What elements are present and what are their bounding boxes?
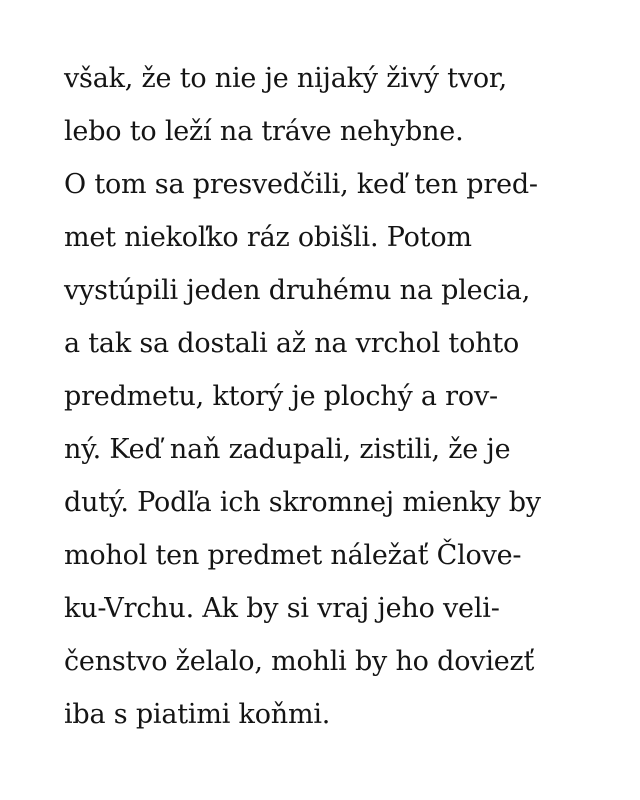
text-line: ku-Vrchu. Ak by si vraj jeho veli- — [64, 593, 500, 624]
text-line: a tak sa dostali až na vrchol tohto — [64, 328, 520, 359]
text-line: ný. Keď naň zadupali, zistili, že je — [64, 434, 511, 465]
text-line: dutý. Podľa ich skromnej mienky by — [64, 487, 541, 518]
paragraph — [64, 52, 604, 741]
text-line: však, že to nie je nijaký živý tvor, — [64, 63, 508, 94]
text-line: O tom sa presvedčili, keď ten pred- — [64, 169, 538, 200]
text-line: vystúpili jeden druhému na plecia, — [64, 275, 531, 306]
text-line: met niekoľko ráz obišli. Potom — [64, 222, 472, 253]
text-line: predmetu, ktorý je plochý a rov- — [64, 381, 498, 412]
text-line: čenstvo želalo, mohli by ho doviezť — [64, 646, 535, 677]
text-line: lebo to leží na tráve nehybne. — [64, 116, 464, 147]
text-line: iba s piatimi koňmi. — [64, 699, 331, 730]
text-line: mohol ten predmet náležať Člove- — [64, 540, 522, 571]
